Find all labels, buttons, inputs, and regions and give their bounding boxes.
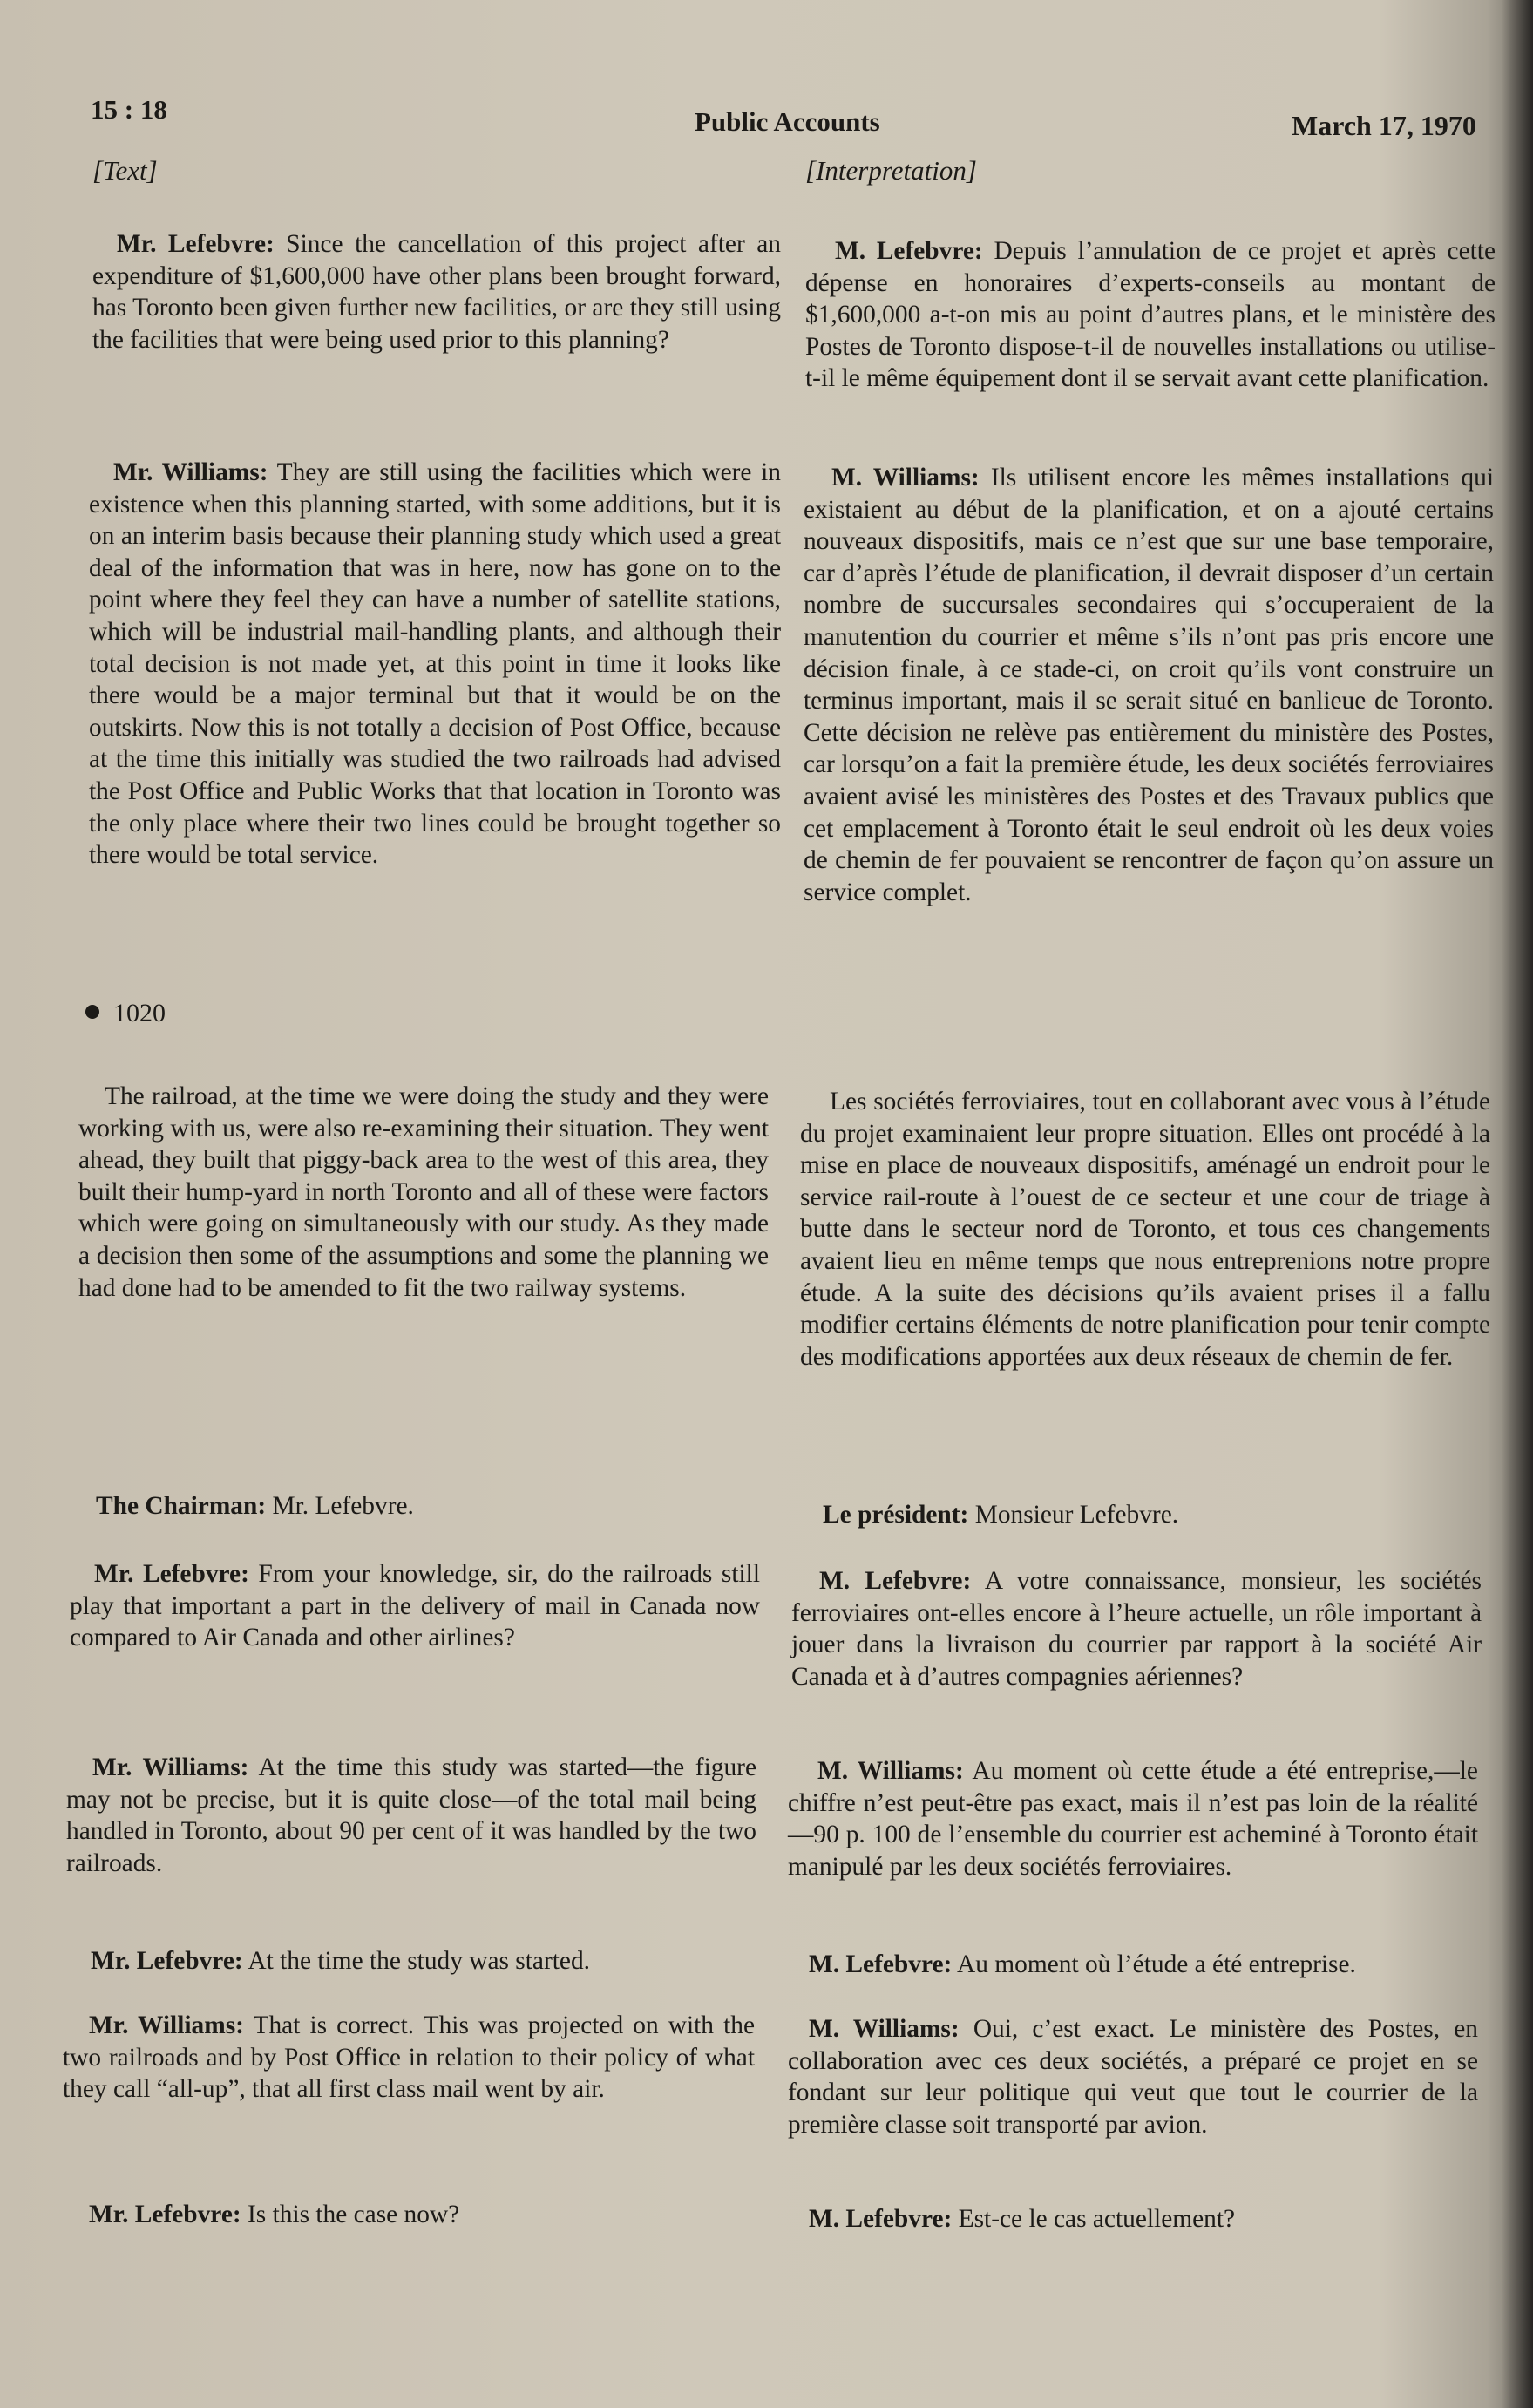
paragraph — [800, 1086, 1490, 1373]
speaker: Mr. Williams: — [92, 1753, 249, 1781]
speech-text: Les sociétés ferroviaires, tout en collaborant avec vous à l’étude du projet examinaient leur propre situation. Elles ont procédé à la mise en place de nouveaux dispositifs, aménagé un endroit pour le service rail-route à l’ouest de ce secteur et une cour de triage à butte dans le secteur nord de Toronto, et tous ces changements avaient lieu en même temps que nous entreprenions notre propre étude. A la suite des décisions qu’ils avaient prises il a fallu modifier certains éléments de notre planification pour tenir compte des modifications apportées aux deux réseaux de chemin de fer. — [800, 1088, 1490, 1371]
speaker: M. Williams: — [809, 2015, 960, 2043]
paragraph — [63, 2010, 755, 2106]
paragraph — [793, 1499, 1483, 1531]
speaker: Mr. Williams: — [113, 458, 268, 486]
paragraph — [788, 2203, 1478, 2235]
speaker: Le président: — [823, 1501, 969, 1529]
column-label-text: [Text] — [92, 155, 158, 186]
speaker: Mr. Williams: — [89, 2011, 244, 2039]
paragraph — [804, 462, 1494, 908]
speech-text: Since the cancellation of this project after an expenditure of $1,600,000 have other plans been brought forward, has Toronto been given further new facilities, or are they still using the facilities that were being used prior to this planning? — [92, 230, 781, 354]
paragraph — [70, 1558, 760, 1654]
paragraph — [89, 457, 781, 872]
speaker: The Chairman: — [96, 1492, 267, 1520]
page-date: March 17, 1970 — [1292, 110, 1476, 141]
speech-text: Depuis l’annulation de ce projet et après cette dépense en honoraires d’experts-conseils au montant de $1,600,000 a-t-on mis au point d’autres plans, et le ministère des Postes de Toronto dispose-t-il de nouvelles installations ou utilise-t-il le même équipement dont il se servait avant cette planification. — [805, 237, 1496, 393]
paragraph — [805, 235, 1496, 395]
speaker: M. Lefebvre: — [809, 2205, 953, 2233]
english-column — [70, 148, 781, 187]
running-title: Public Accounts — [695, 106, 880, 137]
speaker: M. Lefebvre: — [819, 1567, 972, 1595]
binding-shadow — [1502, 0, 1533, 2408]
page-header — [0, 94, 1533, 141]
paragraph — [78, 1081, 769, 1304]
time-marker-text: 1020 — [113, 999, 166, 1028]
speaker: Mr. Lefebvre: — [94, 1560, 249, 1588]
paragraph — [791, 1565, 1482, 1692]
speech-text: From your knowledge, sir, do the railroads still play that important a part in the delivery of mail in Canada now compared to Air Canada and other airlines? — [70, 1560, 761, 1652]
paragraph — [788, 1755, 1478, 1882]
speech-text: Au moment où cette étude a été entreprise,—le chiffre n’est peut-être pas exact, mais il n’est pas loin de la réalité—90 p. 100 de l’ensemble du courrier est acheminé à Toronto était manipulé par les deux sociétés ferroviaires. — [788, 1757, 1478, 1881]
paragraph — [73, 1490, 763, 1523]
paragraph — [788, 1949, 1478, 1981]
bullet-icon — [85, 1005, 99, 1019]
speaker: M. Lefebvre: — [809, 1950, 953, 1978]
paragraph — [788, 2013, 1478, 2140]
speech-text: At the time this study was started—the figure may not be precise, but it is quite close—of the total mail being handled in Toronto, about 90 per cent of it was handled by the two railroads. — [66, 1753, 756, 1877]
column-label-interpretation: [Interpretation] — [805, 155, 977, 186]
time-marker — [85, 999, 166, 1028]
paragraph — [66, 1945, 756, 1977]
speech-text: Oui, c’est exact. Le ministère des Postes, en collaboration avec ces deux sociétés, a préparé ce projet en se fondant sur leur politique qui veut que tout le courrier de la première classe soit transporté par avion. — [788, 2015, 1478, 2139]
speech-text: That is correct. This was projected on with the two railroads and by Post Office in relation to their policy of what they call “all-up”, that all first class mail went by air. — [63, 2011, 755, 2104]
speech-text: At the time the study was started. — [242, 1947, 590, 1975]
speech-text: Monsieur Lefebvre. — [968, 1501, 1179, 1529]
speech-text: Ils utilisent encore les mêmes installations qui existaient au début de la planification, et on a ajouté certains nouveaux dispositifs, mais ce n’est que sur une base temporaire, car d’après l’étude de planification, il devrait disposer d’un certain nombre de succursales secondaires qui s’occuperaient de la manutention du courrier et même s’ils n’ont pas pris encore une décision finale, à ce stade-ci, on croit qu’ils vont construire un terminus important, mais il se serait situé en banlieue de Toronto. Cette décision ne relève pas entièrement du ministère des Postes, car lorsqu’on a fait la première étude, les deux sociétés ferroviaires avaient avisé les ministères des Postes et des Travaux publics que cet emplacement à Toronto était le seul endroit où les deux voies de chemin de fer pouvaient se rencontrer de façon qu’on assure un service complet. — [804, 464, 1494, 906]
speaker: Mr. Lefebvre: — [89, 2201, 241, 2228]
speech-text: Mr. Lefebvre. — [266, 1492, 414, 1520]
french-column — [793, 148, 1496, 187]
speaker: M. Lefebvre: — [835, 237, 983, 265]
page-number: 15 : 18 — [91, 94, 167, 125]
speech-text: Au moment où l’étude a été entreprise. — [952, 1950, 1356, 1978]
speaker: Mr. Lefebvre: — [117, 230, 275, 258]
speech-text: Est-ce le cas actuellement? — [952, 2205, 1236, 2233]
speech-text: The railroad, at the time we were doing the study and they were working with us, were also re-examining their situation. They went ahead, they built that piggy-back area to the west of this area, they built their hump-yard in north Toronto and all of these were factors which were going on simultaneously with our study. As they made a decision then some of the assumptions and some the planning we had done had to be amended to fit the two railway systems. — [78, 1082, 769, 1302]
paragraph — [66, 1752, 756, 1879]
paragraph — [63, 2199, 755, 2231]
paragraph — [92, 228, 781, 356]
speaker: M. Williams: — [831, 464, 980, 492]
speech-text: Is this the case now? — [241, 2201, 460, 2228]
speaker: Mr. Lefebvre: — [91, 1947, 243, 1975]
speaker: M. Williams: — [817, 1757, 964, 1785]
speech-text: A votre connaissance, monsieur, les sociétés ferroviaires ont-elles encore à l’heure actuelle, un rôle important à jouer dans la livraison du courrier par rapport à la société Air Canada et à d’autres compagnies aériennes? — [791, 1567, 1482, 1691]
speech-text: They are still using the facilities which were in existence when this planning started, with some additions, but it is on an interim basis because their planning study which used a great deal of the information that was in here, now has gone on to the point where they feel they can have a number of satellite stations, which will be industrial mail-handling plants, and although their total decision is not made yet, at this point in time it looks like there would be a major terminal but that it would be on the outskirts. Now this is not totally a decision of Post Office, because at the time this initially was studied the two railroads had advised the Post Office and Public Works that that location in Toronto was the only place where their two lines could be brought together so there would be total service. — [89, 458, 781, 870]
